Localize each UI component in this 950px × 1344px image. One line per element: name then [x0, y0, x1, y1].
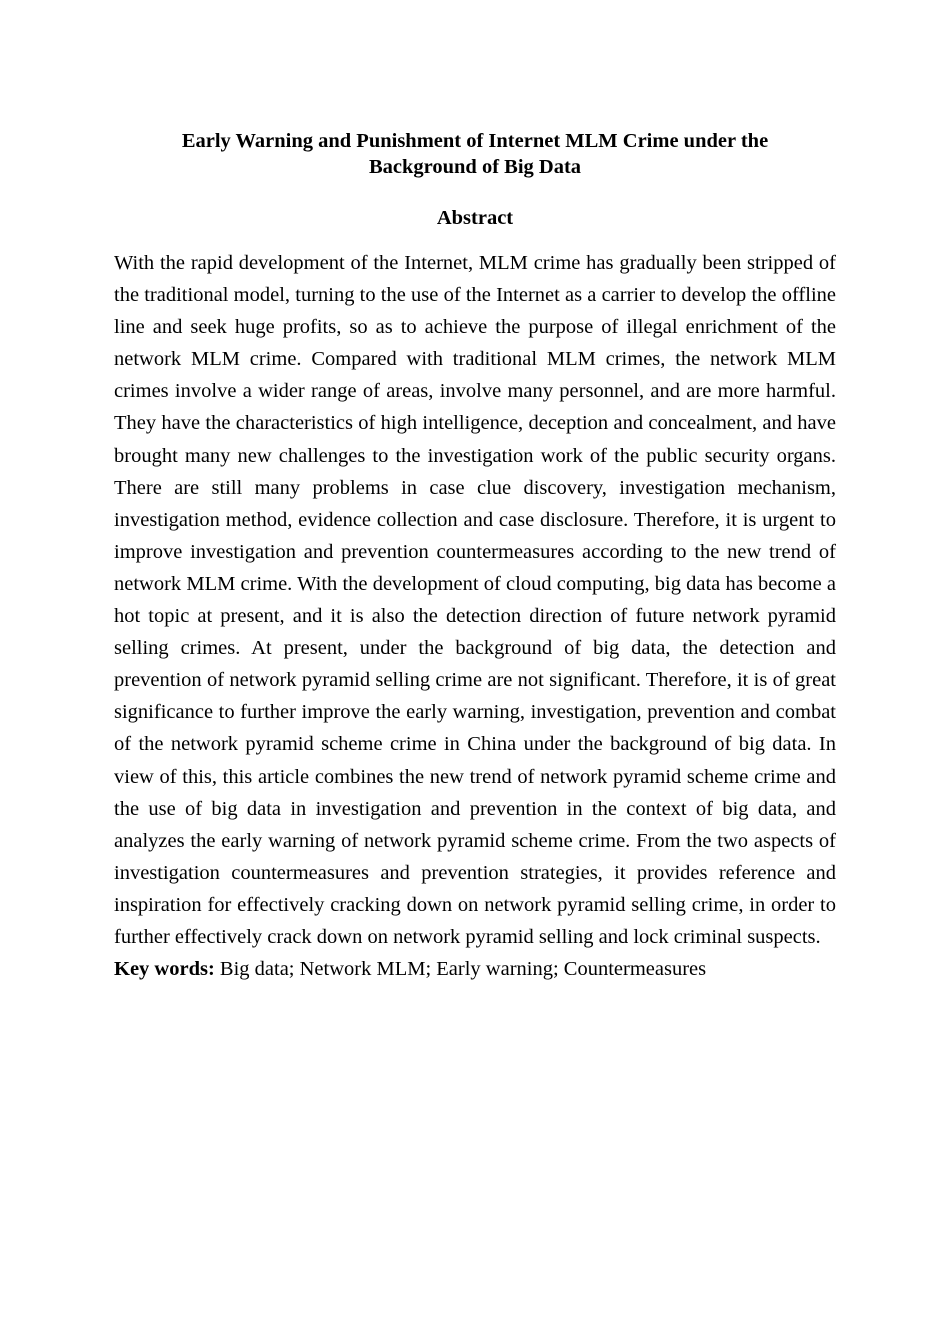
keywords-label: Key words:	[114, 958, 215, 981]
paper-content	[114, 128, 836, 985]
keywords-text: Big data; Network MLM; Early warning; Countermeasures	[214, 958, 707, 981]
paper-title	[114, 128, 836, 180]
keywords-line	[114, 953, 836, 985]
title-line-1: Early Warning and Punishment of Internet MLM Crime under the	[181, 130, 769, 152]
abstract-heading: Abstract	[436, 207, 514, 229]
abstract-body: With the rapid development of the Internet, MLM crime has gradually been stripped of the traditional model, turning to the use of the Internet as a carrier to develop the offline line and seek huge profits, so as to achieve the purpose of illegal enrichment of the network MLM crime. Compared with traditional MLM crimes, the network MLM crimes involve a wider range of areas, involve many personnel, and are more harmful. They have the characteristics of high intelligence, deception and concealment, and have brought many new challenges to the investigation work of the public security organs. There are still many problems in case clue discovery, investigation mechanism, investigation method, evidence collection and case disclosure. Therefore, it is urgent to improve investigation and prevention countermeasures according to the new trend of network MLM crime. With the development of cloud computing, big data has become a hot topic at present, and it is also the detection direction of future network pyramid selling crimes. At present, under the background of big data, the detection and prevention of network pyramid selling crime are not significant. Therefore, it is of great significance to further improve the early warning, investigation, prevention and combat of the network pyramid scheme crime in China under the background of big data. In view of this, this article combines the new trend of network pyramid scheme crime and the use of big data in investigation and prevention in the context of big data, and analyzes the early warning of network pyramid scheme crime. From the two aspects of investigation countermeasures and prevention strategies, it provides reference and inspiration for effectively cracking down on network pyramid selling crime, in order to further effectively crack down on network pyramid selling and lock criminal suspects.	[114, 252, 836, 948]
title-line-2: Background of Big Data	[368, 156, 582, 178]
